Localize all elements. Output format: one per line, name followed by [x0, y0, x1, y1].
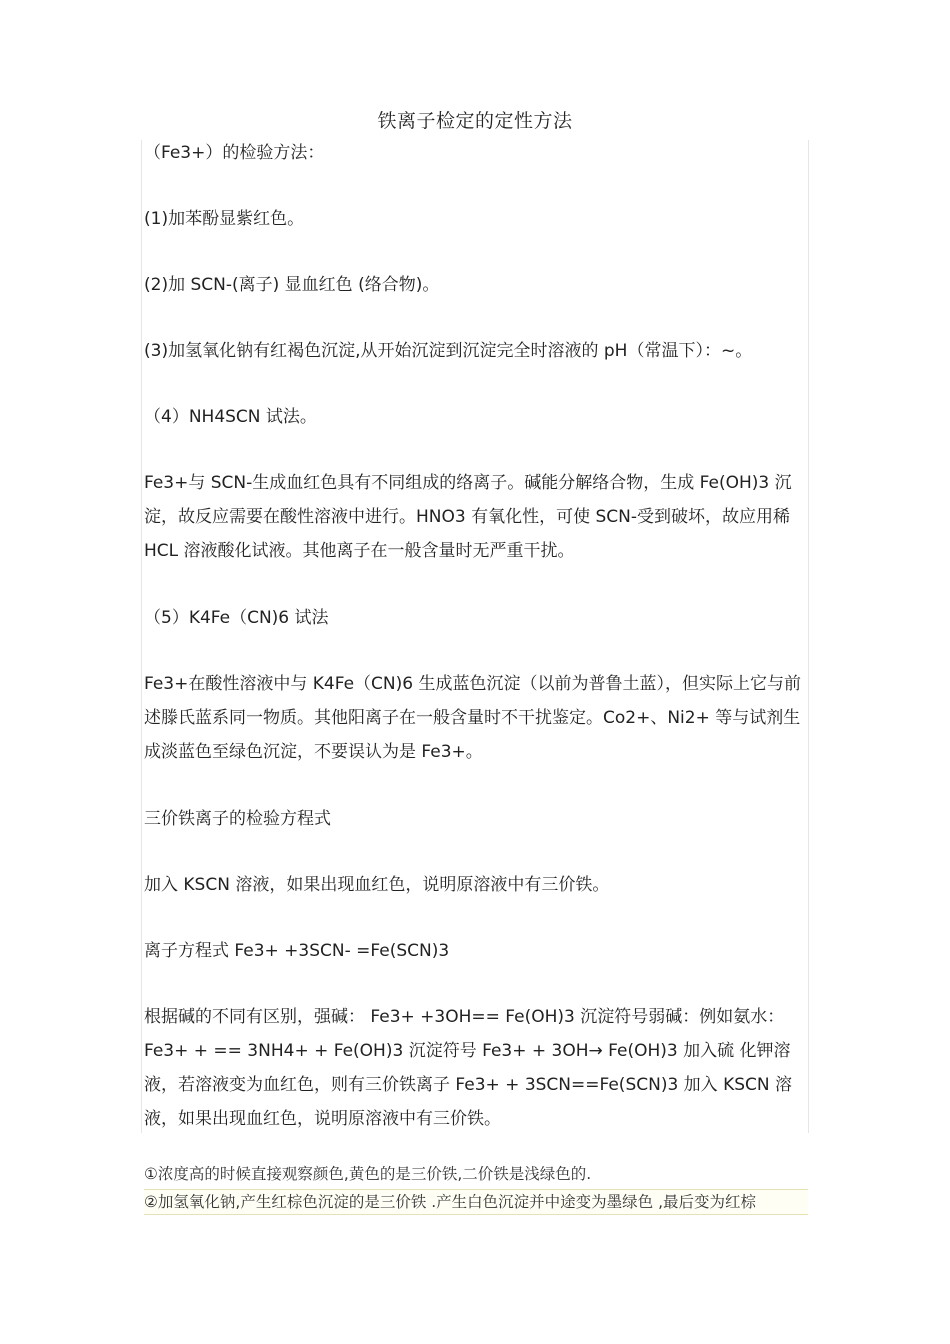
paragraph-method-4: （4）NH4SCN 试法。 — [144, 407, 317, 427]
note-color-observation: ①浓度高的时候直接观察颜色,黄色的是三价铁,二价铁是浅绿色的. — [144, 1165, 592, 1183]
paragraph-method-3: (3)加氢氧化钠有红褐色沉淀,从开始沉淀到沉淀完全时溶液的 pH（常温下）：~。 — [144, 341, 753, 361]
paragraph-heading-fe3: （Fe3+）的检验方法： — [144, 143, 325, 163]
paragraph-method-1: (1)加苯酚显紫红色。 — [144, 209, 305, 229]
paragraph-kscn-test: 加入 KSCN 溶液，如果出现血红色，说明原溶液中有三价铁。 — [144, 875, 610, 895]
paragraph-scn-explanation: Fe3+与 SCN-生成血红色具有不同组成的络离子。碱能分解络合物，生成 Fe(OH)3 沉淀，故反应需要在酸性溶液中进行。HNO3 有氧化性，可使 SCN-受到破坏，故应用稀 HCL 溶液酸化试液。其他离子在一般含量时无严重干扰。 — [144, 473, 792, 561]
paragraph-method-2: (2)加 SCN-(离子) 显血红色 (络合物)。 — [144, 275, 440, 295]
paragraph-method-5: （5）K4Fe（CN)6 试法 — [144, 608, 329, 628]
paragraph-base-difference: 根据碱的不同有区别，强碱： Fe3+ +3OH== Fe(OH)3 沉淀符号弱碱：例如氨水：Fe3+ + == 3NH4+ + Fe(OH)3 沉淀符号 Fe3+ + 3OH→ Fe(OH)3 加入硫 化钾溶液，若溶液变为血红色，则有三价铁离子 Fe3+ + 3SCN==Fe(SCN)3 加入 KSCN 溶液，如果出现血红色，说明原溶液中有三价铁。 — [144, 1007, 793, 1129]
paragraph-ionic-equation: 离子方程式 Fe3+ +3SCN- =Fe(SCN)3 — [144, 941, 450, 961]
paragraph-equation-heading: 三价铁离子的检验方程式 — [144, 809, 331, 829]
paragraph-k4fe-explanation: Fe3+在酸性溶液中与 K4Fe（CN)6 生成蓝色沉淀（以前为普鲁土蓝），但实际上它与前述滕氏蓝系同一物质。其他阳离子在一般含量时不干扰鉴定。Co2+、Ni2+ 等与试剂生成淡蓝色至绿色沉淀，不要误认为是 Fe3+。 — [144, 674, 801, 762]
note-naoh-test: ②加氢氧化钠,产生红棕色沉淀的是三价铁 .产生白色沉淀并中途变为墨绿色 ,最后变为红棕 — [144, 1189, 808, 1215]
document-title: 铁离子检定的定性方法 — [377, 110, 573, 132]
